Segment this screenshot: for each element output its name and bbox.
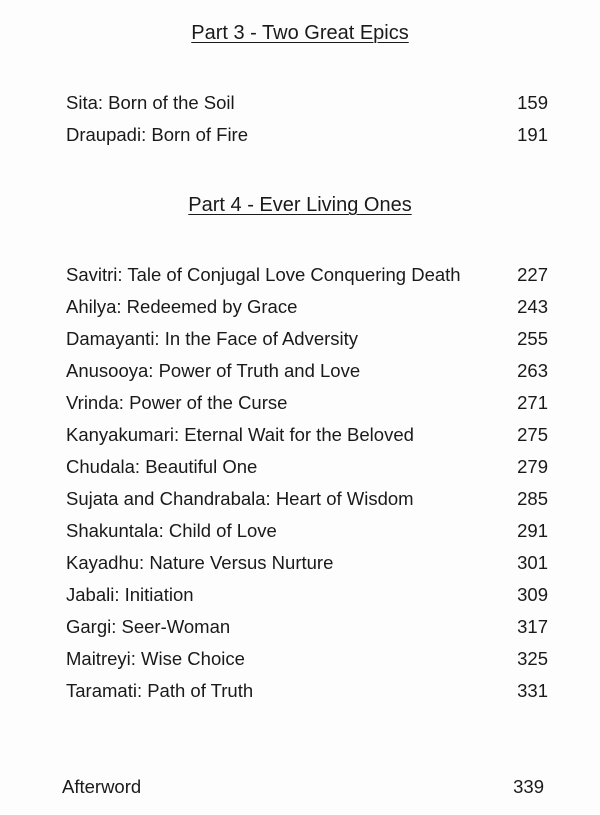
toc-entry <box>0 261 600 289</box>
toc-entry-title: Ahilya: Redeemed by Grace <box>66 296 298 317</box>
toc-entry-page: 255 <box>517 328 548 349</box>
toc-entry <box>0 121 600 149</box>
toc-entry <box>0 389 600 417</box>
toc-entry-page: 279 <box>517 456 548 477</box>
toc-entry-page: 339 <box>513 776 544 797</box>
toc-entry-title: Gargi: Seer-Woman <box>66 616 231 637</box>
toc-entry-page: 227 <box>517 264 548 285</box>
toc-entry-page: 191 <box>517 124 548 145</box>
toc-entry-title: Shakuntala: Child of Love <box>66 520 277 541</box>
part-4-heading: Part 4 - Ever Living Ones <box>188 194 412 216</box>
toc-entry-page: 291 <box>517 520 548 541</box>
toc-entry <box>0 645 600 673</box>
toc-entry-title: Kanyakumari: Eternal Wait for the Beloved <box>66 424 414 445</box>
toc-entry <box>0 581 600 609</box>
toc-entry-title: Sita: Born of the Soil <box>66 92 235 113</box>
toc-entry-title: Savitri: Tale of Conjugal Love Conquering Death <box>66 264 461 285</box>
toc-entry <box>0 293 600 321</box>
toc-entry-title: Anusooya: Power of Truth and Love <box>66 360 361 381</box>
toc-entry <box>0 677 600 705</box>
toc-entry-title: Chudala: Beautiful One <box>66 456 258 477</box>
toc-entry-page: 301 <box>517 552 548 573</box>
toc-entry-page: 325 <box>517 648 548 669</box>
toc-entry-page: 271 <box>517 392 548 413</box>
toc-entry <box>0 485 600 513</box>
toc-entry-title: Kayadhu: Nature Versus Nurture <box>66 552 334 573</box>
toc-entry-title: Damayanti: In the Face of Adversity <box>66 328 359 349</box>
toc-entry-page: 159 <box>517 92 548 113</box>
toc-entry <box>0 453 600 481</box>
part-3-heading: Part 3 - Two Great Epics <box>191 22 409 44</box>
toc-entry-title: Draupadi: Born of Fire <box>66 124 249 145</box>
toc-entry-title: Sujata and Chandrabala: Heart of Wisdom <box>66 488 414 509</box>
toc-entry-title: Jabali: Initiation <box>66 584 194 605</box>
toc-entry-page: 263 <box>517 360 548 381</box>
toc-entry <box>0 549 600 577</box>
toc-entry <box>0 421 600 449</box>
toc-entry-page: 285 <box>517 488 548 509</box>
toc-entry-afterword <box>0 773 600 801</box>
toc-entry <box>0 517 600 545</box>
toc-entry-page: 309 <box>517 584 548 605</box>
toc-entry-page: 243 <box>517 296 548 317</box>
toc-entry-page: 331 <box>517 680 548 701</box>
toc-entry <box>0 89 600 117</box>
toc-entry-title: Taramati: Path of Truth <box>66 680 254 701</box>
toc-entry <box>0 357 600 385</box>
toc-entry <box>0 613 600 641</box>
toc-entry-title: Maitreyi: Wise Choice <box>66 648 245 669</box>
toc-entry-title: Vrinda: Power of the Curse <box>66 392 288 413</box>
toc-entry-title: Afterword <box>62 776 142 797</box>
toc-entry-page: 275 <box>517 424 548 445</box>
toc-entry <box>0 325 600 353</box>
toc-entry-page: 317 <box>517 616 548 637</box>
